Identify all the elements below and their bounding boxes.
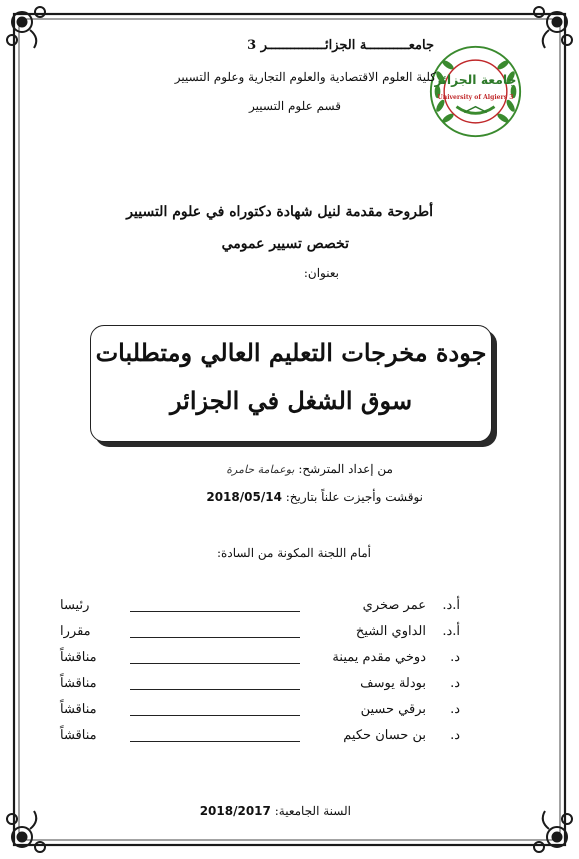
member-name: بن حسان حكيم <box>343 728 426 743</box>
member-dotted-line <box>130 689 300 690</box>
defense-line <box>206 490 423 504</box>
thesis-statement: أطروحة مقدمة لنيل شهادة دكتوراه في علوم التسيير <box>126 204 433 220</box>
member-dotted-line <box>130 663 300 664</box>
member-role: مناقشاً <box>60 702 97 717</box>
department-name: قسم علوم التسيير <box>249 99 341 113</box>
defense-label: نوقشت وأجيزت علناً بتاريخ: <box>285 490 423 504</box>
committee-member-row <box>60 650 460 672</box>
committee-intro: أمام اللجنة المكونة من السادة: <box>217 546 371 560</box>
academic-year-value: 2018/2017 <box>199 804 271 818</box>
member-name: بودلة يوسف <box>360 676 426 691</box>
candidate-label: من إعداد المترشح: <box>298 462 393 476</box>
member-role: مقررا <box>60 624 91 639</box>
defense-date: 2018/05/14 <box>206 490 282 504</box>
committee-member-row <box>60 728 460 750</box>
university-logo-icon <box>428 44 523 139</box>
academic-year-label: السنة الجامعية: <box>274 804 351 818</box>
member-title: أ.د. <box>442 624 460 639</box>
member-name: دوخي مقدم يمينة <box>332 650 426 665</box>
committee-member-row <box>60 624 460 646</box>
member-dotted-line <box>130 715 300 716</box>
candidate-line <box>226 462 393 476</box>
thesis-title-line-1: جودة مخرجات التعليم العالي ومتطلبات <box>95 338 487 367</box>
committee-member-row <box>60 676 460 698</box>
titled-label: بعنوان: <box>303 266 339 280</box>
member-title: د. <box>450 728 460 743</box>
member-role: رئيسا <box>60 598 90 613</box>
candidate-name: بوعمامة حامرة <box>226 463 295 476</box>
university-name: جامعـــــــــــة الجزائـــــــــــــــر 3 <box>247 38 434 53</box>
specialization: تخصص تسيير عمومي <box>221 236 349 252</box>
member-role: مناقشاً <box>60 676 97 691</box>
member-name: برقي حسين <box>360 702 426 717</box>
member-name: عمر صخري <box>362 598 426 613</box>
member-title: د. <box>450 650 460 665</box>
academic-year-line <box>200 804 351 818</box>
member-role: مناقشاً <box>60 728 97 743</box>
member-title: د. <box>450 676 460 691</box>
member-title: أ.د. <box>442 598 460 613</box>
member-dotted-line <box>130 611 300 612</box>
svg-text:University of Algiers 3: University of Algiers 3 <box>437 94 514 102</box>
member-dotted-line <box>130 637 300 638</box>
svg-text:جامعة الجزائر: جامعة الجزائر <box>434 72 517 87</box>
committee-member-row <box>60 702 460 724</box>
thesis-title-box <box>90 325 492 442</box>
faculty-name: كلية العلوم الاقتصادية والعلوم التجارية وعلوم التسيير <box>174 70 436 84</box>
member-name: الداوي الشيخ <box>355 624 426 639</box>
member-dotted-line <box>130 741 300 742</box>
thesis-title-line-2: سوق الشغل في الجزائر <box>169 386 413 415</box>
member-title: د. <box>450 702 460 717</box>
committee-member-row <box>60 598 460 620</box>
member-role: مناقشاً <box>60 650 97 665</box>
